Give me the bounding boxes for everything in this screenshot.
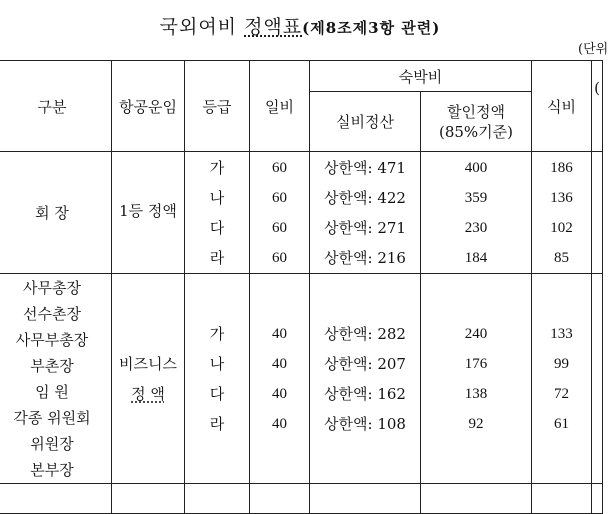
discount-value: 138: [464, 385, 488, 402]
meal-value: 72: [554, 385, 570, 402]
actual-value: 상한액: 471: [324, 158, 406, 177]
header-actual: 실비정산: [310, 92, 421, 152]
document-title: [0, 12, 600, 39]
meal-value: 85: [554, 249, 570, 266]
grade-value: 나: [209, 188, 225, 207]
extra-cell: [592, 274, 603, 484]
discount-value: 92: [468, 415, 484, 432]
grade-value: 나: [209, 354, 225, 373]
discount-value: 400: [464, 159, 488, 176]
header-discount-line2: (85%기준): [438, 122, 514, 141]
position-cell: [0, 152, 112, 274]
position-label: 각종 위원회: [13, 408, 91, 427]
actual-cell: [310, 152, 421, 274]
discount-cell: [421, 152, 532, 274]
allowance-table: [0, 60, 603, 514]
daily-cell: [250, 152, 310, 274]
discount-value: 184: [464, 249, 488, 266]
meal-cell: [532, 152, 592, 274]
daily-cell: [250, 274, 310, 484]
position-label: 본부장: [30, 460, 74, 479]
actual-value: 상한액: 207: [324, 354, 406, 373]
actual-cell: [310, 274, 421, 484]
unit-label: (단위: [578, 42, 608, 57]
airfare-cell: [112, 274, 185, 484]
actual-value: 상한액: 216: [324, 248, 406, 267]
next-row-partial: [0, 484, 603, 514]
header-lodging: 숙박비: [310, 61, 532, 92]
daily-value: 40: [272, 325, 287, 342]
header-discount: [421, 92, 532, 152]
actual-value: 상한액: 108: [324, 414, 406, 433]
title-main: 국외여비: [159, 16, 245, 38]
daily-value: 40: [272, 415, 287, 432]
header-extra: [592, 61, 603, 152]
grade-cell: [185, 274, 250, 484]
meal-value: 102: [550, 219, 573, 236]
title-underlined: 정액표: [244, 16, 303, 38]
daily-value: 40: [272, 355, 287, 372]
grade-value: 가: [209, 324, 225, 343]
discount-value: 359: [464, 189, 488, 206]
position-cell: [0, 274, 112, 484]
airfare-label: 1등 정액: [119, 202, 177, 220]
header-daily: 일비: [250, 61, 310, 152]
actual-value: 상한액: 282: [324, 324, 406, 343]
position-label: 선수촌장: [23, 304, 81, 323]
meal-value: 136: [550, 189, 573, 206]
meal-value: 99: [554, 355, 570, 372]
daily-value: 60: [272, 189, 287, 206]
header-category: 구분: [0, 61, 112, 152]
airfare-line1: 비즈니스: [119, 354, 177, 373]
daily-value: 60: [272, 219, 287, 236]
grade-value: 라: [209, 414, 225, 433]
title-sub: (제8조제3항 관련): [302, 19, 441, 37]
extra-cell: [592, 152, 603, 274]
position-label: 사무부총장: [15, 330, 89, 349]
header-grade: 등급: [185, 61, 250, 152]
airfare-line2: 정 액: [131, 384, 165, 403]
discount-value: 240: [464, 325, 488, 342]
position-label: 회 장: [35, 204, 69, 222]
actual-value: 상한액: 162: [324, 384, 406, 403]
meal-value: 61: [554, 415, 570, 432]
daily-value: 40: [272, 385, 287, 402]
discount-value: 230: [464, 219, 488, 236]
meal-value: 133: [550, 325, 573, 342]
group-row-executives: [0, 274, 603, 484]
header-row-1: [0, 61, 603, 92]
group-row-chairman: [0, 152, 603, 274]
actual-value: 상한액: 422: [324, 188, 406, 207]
position-label: 위원장: [30, 434, 74, 453]
grade-value: 가: [209, 158, 225, 177]
position-label: 사무총장: [23, 278, 81, 297]
header-extra-text: (: [594, 79, 600, 97]
airfare-cell: [112, 152, 185, 274]
position-label: 임 원: [35, 382, 69, 401]
header-airfare: 항공운임: [112, 61, 185, 152]
discount-cell: [421, 274, 532, 484]
grade-value: 라: [209, 248, 225, 267]
meal-value: 186: [550, 159, 573, 176]
meal-cell: [532, 274, 592, 484]
grade-value: 다: [209, 218, 225, 237]
grade-cell: [185, 152, 250, 274]
grade-value: 다: [209, 384, 225, 403]
daily-value: 60: [272, 249, 287, 266]
header-meal: 식비: [532, 61, 592, 152]
discount-value: 176: [464, 355, 488, 372]
daily-value: 60: [272, 159, 287, 176]
actual-value: 상한액: 271: [324, 218, 406, 237]
position-label: 부촌장: [30, 356, 74, 375]
header-discount-line1: 할인정액: [447, 102, 505, 121]
